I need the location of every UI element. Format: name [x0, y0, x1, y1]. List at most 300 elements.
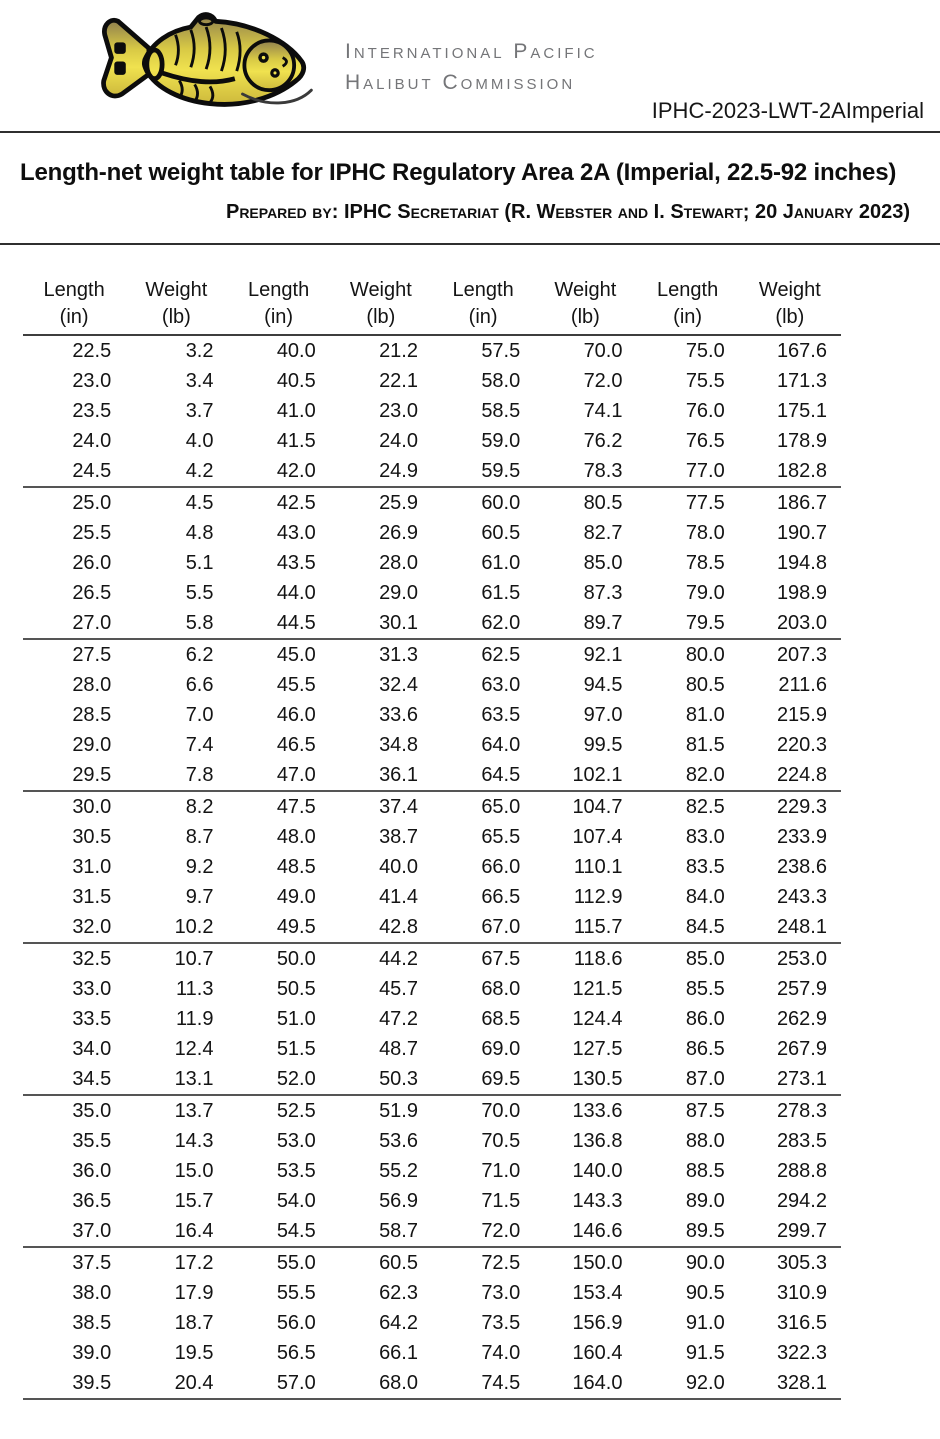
- table-cell: 190.7: [776, 522, 827, 544]
- table-cell: 64.0: [481, 734, 521, 756]
- table-cell: 37.4: [379, 796, 418, 818]
- table-cell: 33.5: [72, 1008, 112, 1030]
- table-cell: 24.0: [379, 430, 418, 452]
- table-cell: 233.9: [776, 826, 827, 848]
- table-cell: 178.9: [776, 430, 827, 452]
- table-cell: 322.3: [776, 1342, 827, 1364]
- table-cell: 69.0: [481, 1038, 521, 1060]
- table-cell: 175.1: [776, 400, 827, 422]
- table-cell: 4.0: [185, 430, 214, 452]
- table-cell: 11.9: [176, 1008, 214, 1030]
- table-cell: 23.0: [72, 370, 112, 392]
- table-row: [23, 608, 841, 640]
- table-cell: 57.5: [481, 340, 521, 362]
- table-cell: 16.4: [174, 1220, 214, 1242]
- table-cell: 76.5: [685, 430, 725, 452]
- table-cell: 37.0: [72, 1220, 112, 1242]
- table-cell: 45.5: [276, 674, 316, 696]
- table-row: [23, 1064, 841, 1096]
- table-cell: 83.0: [685, 826, 725, 848]
- table-cell: 70.0: [583, 340, 623, 362]
- table-cell: 87.0: [685, 1068, 725, 1090]
- table-cell: 104.7: [572, 796, 623, 818]
- table-cell: 278.3: [776, 1100, 827, 1122]
- table-cell: 305.3: [776, 1252, 827, 1274]
- table-cell: 14.3: [174, 1130, 214, 1152]
- table-cell: 82.5: [685, 796, 725, 818]
- table-cell: 84.5: [685, 916, 725, 938]
- document-header: [0, 0, 940, 133]
- table-cell: 45.0: [276, 644, 316, 666]
- table-cell: 56.0: [276, 1312, 316, 1334]
- table-cell: 23.0: [379, 400, 418, 422]
- table-cell: 118.6: [573, 948, 623, 970]
- table-cell: 133.6: [572, 1100, 623, 1122]
- table-cell: 51.9: [379, 1100, 418, 1122]
- table-row: [23, 1248, 841, 1278]
- table-row: [23, 944, 841, 974]
- table-cell: 75.5: [685, 370, 725, 392]
- table-cell: 328.1: [776, 1372, 827, 1394]
- table-row: [23, 1126, 841, 1156]
- table-cell: 5.1: [185, 552, 214, 574]
- table-cell: 47.2: [379, 1008, 418, 1030]
- table-cell: 38.0: [72, 1282, 112, 1304]
- table-cell: 92.1: [583, 644, 623, 666]
- table-cell: 10.2: [174, 916, 214, 938]
- table-cell: 15.7: [174, 1190, 214, 1212]
- table-cell: 27.0: [72, 612, 112, 634]
- table-cell: 49.0: [276, 886, 316, 908]
- table-cell: 238.6: [776, 856, 827, 878]
- table-cell: 74.0: [481, 1342, 521, 1364]
- table-cell: 110.1: [573, 856, 623, 878]
- halibut-fish-logo-icon: [98, 6, 320, 116]
- table-cell: 15.0: [174, 1160, 214, 1182]
- table-cell: 262.9: [776, 1008, 827, 1030]
- table-cell: 28.5: [72, 704, 112, 726]
- page-title: Length-net weight table for IPHC Regulatory Area 2A (Imperial, 22.5-92 inches): [20, 159, 897, 186]
- table-cell: 143.3: [572, 1190, 623, 1212]
- table-cell: 39.0: [72, 1342, 112, 1364]
- table-row: [23, 366, 841, 396]
- table-row: [23, 488, 841, 518]
- table-cell: 80.5: [685, 674, 725, 696]
- table-row: [23, 518, 841, 548]
- table-cell: 12.4: [174, 1038, 214, 1060]
- table-cell: 64.2: [379, 1312, 418, 1334]
- table-row: [23, 1368, 841, 1400]
- table-cell: 46.5: [276, 734, 316, 756]
- table-cell: 22.5: [72, 340, 112, 362]
- table-cell: 30.5: [72, 826, 112, 848]
- table-row: [23, 456, 841, 488]
- table-cell: 66.1: [379, 1342, 418, 1364]
- table-cell: 224.8: [776, 764, 827, 786]
- table-cell: 56.5: [276, 1342, 316, 1364]
- table-cell: 59.0: [481, 430, 521, 452]
- table-cell: 52.5: [276, 1100, 316, 1122]
- column-header: Length (in): [657, 279, 719, 328]
- table-cell: 72.0: [481, 1220, 521, 1242]
- table-row: [23, 1096, 841, 1126]
- column-header: Length (in): [43, 279, 105, 328]
- table-cell: 89.5: [685, 1220, 725, 1242]
- table-cell: 29.0: [72, 734, 112, 756]
- table-row: [23, 1338, 841, 1368]
- table-cell: 71.0: [481, 1160, 521, 1182]
- table-cell: 51.5: [276, 1038, 316, 1060]
- table-cell: 34.5: [72, 1068, 112, 1090]
- table-cell: 25.0: [72, 492, 112, 514]
- table-cell: 112.9: [573, 886, 623, 908]
- table-cell: 58.0: [481, 370, 521, 392]
- table-cell: 44.5: [276, 612, 316, 634]
- table-cell: 81.0: [685, 704, 725, 726]
- table-cell: 211.6: [778, 674, 827, 696]
- table-cell: 88.0: [685, 1130, 725, 1152]
- table-cell: 77.0: [685, 460, 725, 482]
- table-cell: 76.0: [685, 400, 725, 422]
- table-cell: 17.2: [174, 1252, 214, 1274]
- table-cell: 107.4: [572, 826, 623, 848]
- table-row: [23, 396, 841, 426]
- table-cell: 26.0: [72, 552, 112, 574]
- prepared-by-line: Prepared by: IPHC Secretariat (R. Webster and I. Stewart; 20 January 2023): [225, 201, 910, 223]
- table-cell: 24.9: [379, 460, 418, 482]
- table-cell: 267.9: [776, 1038, 827, 1060]
- table-cell: 47.5: [276, 796, 316, 818]
- table-cell: 3.7: [185, 400, 214, 422]
- table-cell: 53.6: [379, 1130, 418, 1152]
- table-cell: 31.3: [379, 644, 418, 666]
- table-cell: 70.5: [481, 1130, 521, 1152]
- table-row: [23, 1034, 841, 1064]
- document-id: IPHC-2023-LWT-2AImperial: [651, 98, 924, 123]
- length-weight-table: [23, 277, 841, 1400]
- table-cell: 27.5: [72, 644, 112, 666]
- table-cell: 40.5: [276, 370, 316, 392]
- table-cell: 55.2: [379, 1160, 418, 1182]
- table-row: [23, 640, 841, 670]
- table-cell: 36.1: [379, 764, 418, 786]
- table-cell: 66.0: [481, 856, 521, 878]
- table-row: [23, 974, 841, 1004]
- table-cell: 299.7: [776, 1220, 827, 1242]
- table-cell: 42.5: [276, 492, 316, 514]
- table-cell: 283.5: [776, 1130, 827, 1152]
- table-row: [23, 822, 841, 852]
- table-cell: 41.0: [276, 400, 316, 422]
- table-row: [23, 760, 841, 792]
- table-cell: 63.5: [481, 704, 521, 726]
- column-header: Weight (lb): [554, 279, 617, 328]
- table-row: [23, 1308, 841, 1338]
- table-cell: 74.5: [481, 1372, 521, 1394]
- table-cell: 130.5: [572, 1068, 623, 1090]
- table-cell: 57.0: [276, 1372, 316, 1394]
- table-cell: 127.5: [572, 1038, 623, 1060]
- table-cell: 13.7: [174, 1100, 214, 1122]
- table-cell: 31.5: [72, 886, 112, 908]
- table-cell: 6.6: [185, 674, 214, 696]
- table-cell: 60.5: [481, 522, 521, 544]
- table-cell: 24.5: [72, 460, 112, 482]
- table-cell: 81.5: [685, 734, 725, 756]
- table-cell: 50.5: [276, 978, 316, 1000]
- table-row: [23, 792, 841, 822]
- table-cell: 54.0: [276, 1190, 316, 1212]
- table-cell: 4.5: [185, 492, 214, 514]
- table-cell: 32.4: [379, 674, 418, 696]
- table-cell: 89.7: [583, 612, 623, 634]
- table-cell: 36.5: [72, 1190, 112, 1212]
- table-cell: 60.0: [481, 492, 521, 514]
- table-cell: 153.4: [572, 1282, 623, 1304]
- table-cell: 171.3: [776, 370, 827, 392]
- table-cell: 19.5: [174, 1342, 214, 1364]
- table-cell: 59.5: [481, 460, 521, 482]
- table-cell: 55.5: [276, 1282, 316, 1304]
- table-cell: 182.8: [776, 460, 827, 482]
- table-cell: 85.0: [685, 948, 725, 970]
- table-cell: 58.5: [481, 400, 521, 422]
- table-cell: 47.0: [276, 764, 316, 786]
- table-cell: 67.0: [481, 916, 521, 938]
- org-name: [345, 36, 598, 98]
- table-cell: 30.1: [379, 612, 418, 634]
- table-cell: 316.5: [776, 1312, 827, 1334]
- table-cell: 86.0: [685, 1008, 725, 1030]
- table-cell: 288.8: [776, 1160, 827, 1182]
- table-cell: 45.7: [379, 978, 418, 1000]
- table-row: [23, 336, 841, 366]
- table-cell: 136.8: [572, 1130, 623, 1152]
- table-cell: 3.2: [185, 340, 214, 362]
- table-row: [23, 426, 841, 456]
- table-cell: 38.5: [72, 1312, 112, 1334]
- table-cell: 58.7: [379, 1220, 418, 1242]
- table-cell: 61.5: [481, 582, 521, 604]
- table-row: [23, 670, 841, 700]
- table-cell: 92.0: [685, 1372, 725, 1394]
- table-cell: 29.0: [379, 582, 418, 604]
- org-name-line1: International Pacific: [345, 40, 598, 63]
- column-header: Weight (lb): [349, 279, 412, 328]
- table-cell: 79.5: [685, 612, 725, 634]
- table-row: [23, 852, 841, 882]
- table-cell: 46.0: [276, 704, 316, 726]
- table-cell: 7.8: [185, 764, 214, 786]
- table-cell: 70.0: [481, 1100, 521, 1122]
- table-cell: 68.5: [481, 1008, 521, 1030]
- table-cell: 62.5: [481, 644, 521, 666]
- table-cell: 4.8: [185, 522, 214, 544]
- table-cell: 53.0: [276, 1130, 316, 1152]
- table-cell: 5.5: [185, 582, 214, 604]
- table-cell: 146.6: [572, 1220, 623, 1242]
- table-cell: 150.0: [572, 1252, 623, 1274]
- table-cell: 23.5: [72, 400, 112, 422]
- table-cell: 63.0: [481, 674, 521, 696]
- table-row: [23, 882, 841, 912]
- table-cell: 56.9: [379, 1190, 418, 1212]
- column-header: Length (in): [452, 279, 514, 328]
- table-cell: 121.5: [572, 978, 623, 1000]
- table-row: [23, 1186, 841, 1216]
- table-row: [23, 1156, 841, 1186]
- table-cell: 253.0: [776, 948, 827, 970]
- table-cell: 88.5: [685, 1160, 725, 1182]
- table-cell: 28.0: [72, 674, 112, 696]
- table-cell: 60.5: [379, 1252, 418, 1274]
- table-cell: 53.5: [276, 1160, 316, 1182]
- table-cell: 273.1: [776, 1068, 827, 1090]
- table-cell: 51.0: [276, 1008, 316, 1030]
- table-cell: 294.2: [776, 1190, 827, 1212]
- table-cell: 52.0: [276, 1068, 316, 1090]
- table-cell: 160.4: [572, 1342, 623, 1364]
- table-cell: 87.5: [685, 1100, 725, 1122]
- table-cell: 29.5: [72, 764, 112, 786]
- column-header: Weight (lb): [758, 279, 821, 328]
- table-cell: 26.5: [72, 582, 112, 604]
- table-cell: 34.8: [379, 734, 418, 756]
- table-cell: 89.0: [685, 1190, 725, 1212]
- table-cell: 72.5: [481, 1252, 521, 1274]
- table-cell: 310.9: [776, 1282, 827, 1304]
- table-cell: 87.3: [583, 582, 623, 604]
- table-cell: 40.0: [276, 340, 316, 362]
- table-cell: 257.9: [776, 978, 827, 1000]
- table-cell: 54.5: [276, 1220, 316, 1242]
- table-cell: 42.0: [276, 460, 316, 482]
- org-name-line2: Halibut Commission: [345, 71, 576, 94]
- table-cell: 55.0: [276, 1252, 316, 1274]
- table-cell: 164.0: [572, 1372, 623, 1394]
- column-header: Length (in): [248, 279, 310, 328]
- table-cell: 73.5: [481, 1312, 521, 1334]
- table-cell: 203.0: [776, 612, 827, 634]
- table-cell: 243.3: [776, 886, 827, 908]
- table-cell: 71.5: [481, 1190, 521, 1212]
- table-row: [23, 1004, 841, 1034]
- table-cell: 80.0: [685, 644, 725, 666]
- table-cell: 26.9: [379, 522, 418, 544]
- table-cell: 79.0: [685, 582, 725, 604]
- table-cell: 40.0: [379, 856, 418, 878]
- table-cell: 85.5: [685, 978, 725, 1000]
- table-cell: 78.0: [685, 522, 725, 544]
- table-cell: 10.7: [174, 948, 214, 970]
- table-header-row: [23, 277, 841, 336]
- table-cell: 97.0: [583, 704, 623, 726]
- table-cell: 41.4: [379, 886, 418, 908]
- table-cell: 9.7: [185, 886, 214, 908]
- table-cell: 18.7: [174, 1312, 214, 1334]
- title-block: [0, 133, 940, 245]
- table-cell: 28.0: [379, 552, 418, 574]
- table-row: [23, 700, 841, 730]
- table-row: [23, 730, 841, 760]
- table-cell: 32.5: [72, 948, 112, 970]
- table-cell: 167.6: [776, 340, 827, 362]
- table-cell: 43.5: [276, 552, 316, 574]
- table-cell: 229.3: [776, 796, 827, 818]
- table-cell: 85.0: [583, 552, 623, 574]
- table-cell: 77.5: [685, 492, 725, 514]
- table-cell: 35.5: [72, 1130, 112, 1152]
- table-cell: 35.0: [72, 1100, 112, 1122]
- table-cell: 186.7: [776, 492, 827, 514]
- table-cell: 91.5: [685, 1342, 725, 1364]
- table-cell: 94.5: [583, 674, 623, 696]
- table-cell: 22.1: [379, 370, 418, 392]
- table-cell: 78.3: [583, 460, 623, 482]
- table-cell: 33.0: [72, 978, 112, 1000]
- table-cell: 7.4: [185, 734, 214, 756]
- table-cell: 41.5: [276, 430, 316, 452]
- table-cell: 68.0: [379, 1372, 418, 1394]
- table-cell: 64.5: [481, 764, 521, 786]
- table-cell: 74.1: [583, 400, 623, 422]
- table-cell: 78.5: [685, 552, 725, 574]
- table-row: [23, 912, 841, 944]
- table-cell: 76.2: [583, 430, 623, 452]
- table-cell: 140.0: [572, 1160, 623, 1182]
- table-cell: 25.5: [72, 522, 112, 544]
- table-cell: 220.3: [776, 734, 827, 756]
- table-cell: 65.0: [481, 796, 521, 818]
- table-cell: 49.5: [276, 916, 316, 938]
- table-row: [23, 548, 841, 578]
- table-cell: 215.9: [776, 704, 827, 726]
- table-cell: 84.0: [685, 886, 725, 908]
- table-row: [23, 1278, 841, 1308]
- table-cell: 42.8: [379, 916, 418, 938]
- table-cell: 20.4: [174, 1372, 214, 1394]
- table-cell: 82.0: [685, 764, 725, 786]
- table-cell: 17.9: [174, 1282, 214, 1304]
- table-cell: 194.8: [776, 552, 827, 574]
- table-cell: 69.5: [481, 1068, 521, 1090]
- table-cell: 48.7: [379, 1038, 418, 1060]
- table-cell: 156.9: [572, 1312, 623, 1334]
- table-cell: 102.1: [572, 764, 623, 786]
- table-cell: 9.2: [185, 856, 214, 878]
- column-header: Weight (lb): [145, 279, 208, 328]
- table-cell: 80.5: [583, 492, 623, 514]
- table-cell: 65.5: [481, 826, 521, 848]
- table-cell: 62.0: [481, 612, 521, 634]
- table-cell: 7.0: [185, 704, 214, 726]
- table-cell: 198.9: [776, 582, 827, 604]
- table-cell: 32.0: [72, 916, 112, 938]
- table-cell: 83.5: [685, 856, 725, 878]
- table-cell: 43.0: [276, 522, 316, 544]
- table-row: [23, 578, 841, 608]
- table-cell: 115.7: [573, 916, 623, 938]
- table-cell: 36.0: [72, 1160, 112, 1182]
- table-cell: 25.9: [379, 492, 418, 514]
- table-cell: 207.3: [776, 644, 827, 666]
- table-row: [23, 1216, 841, 1248]
- table-cell: 124.4: [572, 1008, 623, 1030]
- table-cell: 38.7: [379, 826, 418, 848]
- table-cell: 75.0: [685, 340, 725, 362]
- table-cell: 66.5: [481, 886, 521, 908]
- table-cell: 82.7: [583, 522, 623, 544]
